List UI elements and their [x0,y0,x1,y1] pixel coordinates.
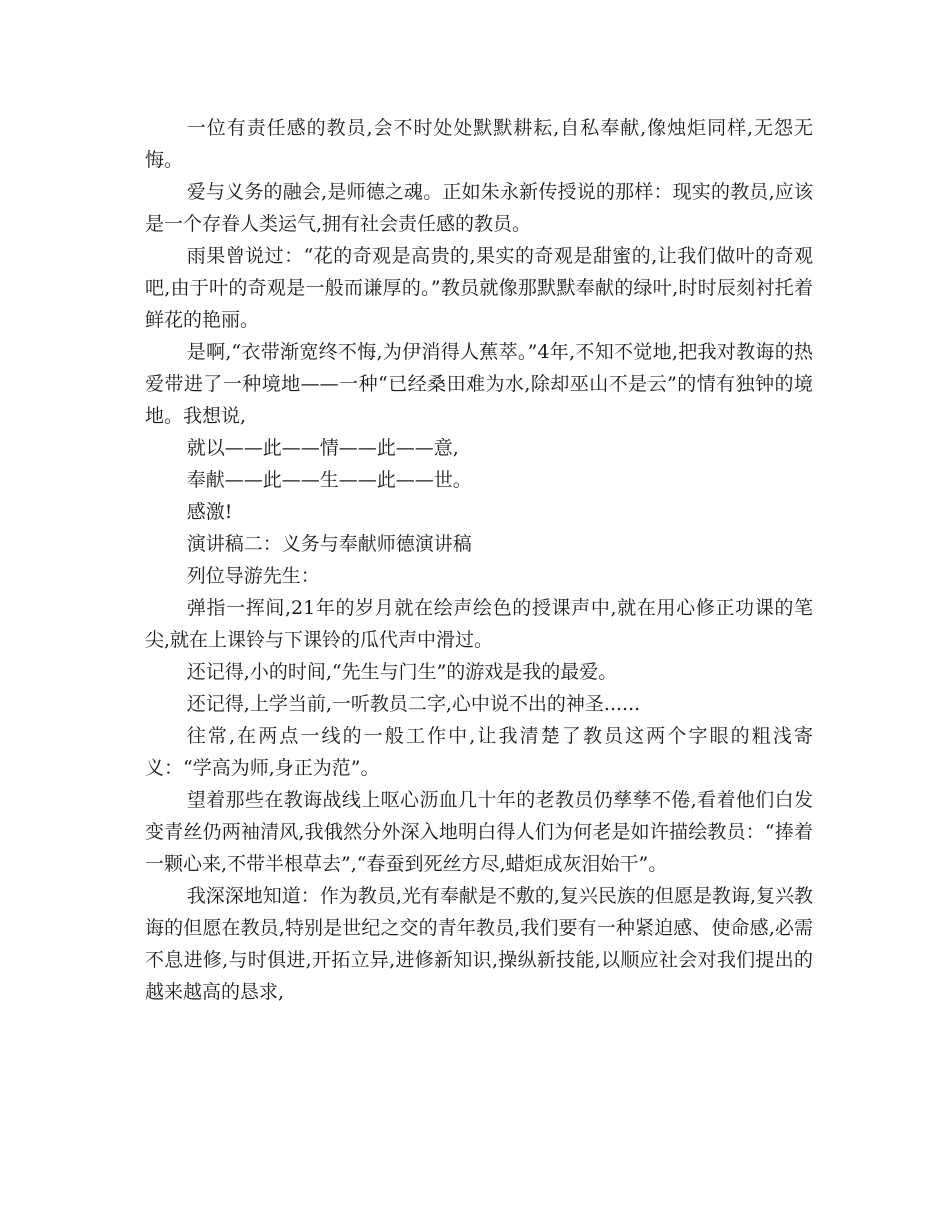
salutation: 列位导游先生： [186,565,320,587]
section-heading: 演讲稿二：义务与奉献师德演讲稿 [186,533,472,555]
paragraph: 往常,在两点一线的一般工作中,让我清楚了教员这两个字眼的粗浅寄义：“学高为师,身正为范”。 [145,725,813,779]
paragraph: 感激! [186,501,233,523]
paragraph: 一位有责任感的教员,会不时处处默默耕耘,自私奉献,像烛炬同样,无怨无悔。 [145,117,813,171]
paragraph: 弹指一挥间,21年的岁月就在绘声绘色的授课声中,就在用心修正功课的笔尖,就在上课铃与下课铃的瓜代声中滑过。 [145,597,813,651]
paragraph: 雨果曾说过：“花的奇观是高贵的,果实的奇观是甜蜜的,让我们做叶的奇观吧,由于叶的奇观是一般而谦厚的。”教员就像那默默奉献的绿叶,时时辰刻衬托着鲜花的艳丽。 [145,245,813,331]
document-body [145,112,813,1008]
paragraph: 还记得,上学当前,一听教员二字,心中说不出的神圣...... [186,693,641,715]
paragraph: 奉献——此——生——此——世。 [186,469,472,491]
paragraph: 我深深地知道：作为教员,光有奉献是不敷的,复兴民族的但愿是教诲,复兴教诲的但愿在教员,特别是世纪之交的青年教员,我们要有一种紧迫感、使命感,必需不息进修,与时俱进,开拓立异,进修新知识,操纵新技能,以顺应社会对我们提出的越来越高的恳求, [145,885,813,1003]
paragraph: 望着那些在教诲战线上呕心沥血几十年的老教员仍孳孳不倦,看着他们白发变青丝仍两袖清风,我俄然分外深入地明白得人们为何老是如许描绘教员：“捧着一颗心来,不带半根草去”,“春蚕到死丝方尽,蜡炬成灰泪始干”。 [145,789,813,875]
paragraph: 就以——此——情——此——意, [186,437,459,459]
paragraph: 爱与义务的融会,是师德之魂。正如朱永新传授说的那样：现实的教员,应该是一个存眷人类运气,拥有社会责任感的教员。 [145,181,813,235]
paragraph: 还记得,小的时间,“先生与门生”的游戏是我的最爱。 [186,661,618,683]
paragraph: 是啊,“衣带渐宽终不悔,为伊消得人蕉萃。”4年,不知不觉地,把我对教诲的热爱带进了一种境地——一种“已经桑田难为水,除却巫山不是云”的情有独钟的境地。我想说, [145,341,813,427]
